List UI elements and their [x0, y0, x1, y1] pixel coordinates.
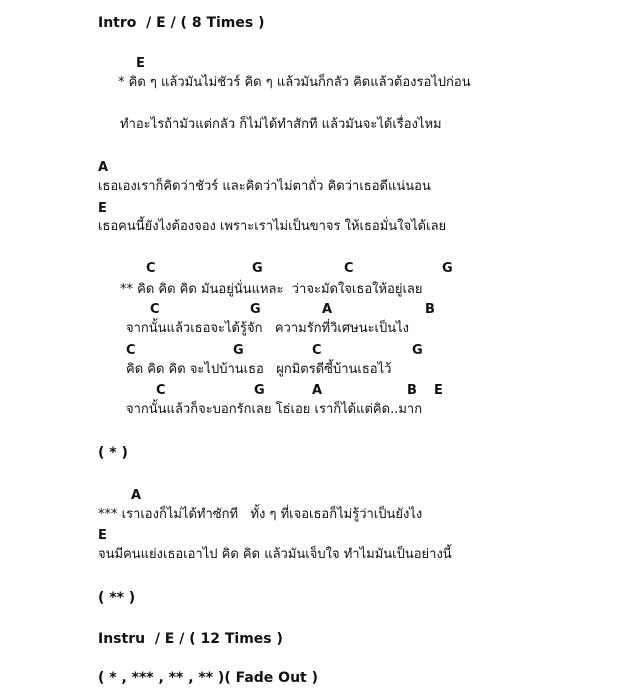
bridge-lyric-2: จนมีคนแย่งเธอเอาไป คิด คิด แล้วมันเจ็บใจ ทำไมมันเป็นอย่างนี้: [98, 547, 452, 562]
chord-e: E: [136, 56, 145, 71]
chord-e: E: [98, 201, 107, 216]
chord-c: C: [150, 302, 160, 317]
chord-a: A: [322, 302, 333, 317]
chord-g: G: [412, 343, 423, 358]
verse-2-lyric-1: เธอเองเราก็คิดว่าชัวร์ และคิดว่าไม่ตาถั่ว คิดว่าเธอดีแน่นอน: [98, 179, 431, 194]
chorus-lyric-1: ** คิด คิด คิด มันอยู่นั่นแหละ ว่าจะมัดใจเธอให้อยู่เลย: [120, 282, 423, 297]
intro-line: Intro / E / ( 8 Times ): [98, 15, 265, 31]
chord-g: G: [233, 343, 244, 358]
chord-a: A: [98, 160, 109, 175]
chord-g: G: [442, 261, 453, 276]
bridge-lyric-1: *** เราเองก็ไม่ได้ทำซักที ทั้ง ๆ ที่เจอเธอก็ไม่รู้ว่าเป็นยังไง: [98, 507, 423, 522]
outro-line: ( * , *** , ** , ** )( Fade Out ): [98, 670, 319, 686]
chorus-lyric-2: จากนั้นแล้วเธอจะได้รู้จัก ความรักที่วิเศษนะเป็นไง: [126, 321, 410, 336]
chord-a: A: [131, 488, 142, 503]
chord-b: B: [425, 302, 435, 317]
chord-g: G: [250, 302, 261, 317]
chord-c: C: [344, 261, 354, 276]
chord-c: C: [126, 343, 136, 358]
chord-e: E: [434, 383, 443, 398]
verse-2-lyric-2: เธอคนนี้ยังไงต้องจอง เพราะเราไม่เป็นขาจร ให้เธอมั่นใจได้เลย: [98, 219, 447, 234]
verse-1-lyric-2: ทำอะไรถ้ามัวแต่กลัว ก็ไม่ได้ทำสักที แล้วมันจะได้เรื่องไหม: [120, 117, 442, 132]
instru-line: Instru / E / ( 12 Times ): [98, 631, 283, 647]
repeat-verse-marker: ( * ): [98, 445, 128, 461]
chord-e: E: [98, 528, 107, 543]
repeat-chorus-marker: ( ** ): [98, 590, 136, 606]
chord-g: G: [252, 261, 263, 276]
verse-1-lyric-1: * คิด ๆ แล้วมันไม่ชัวร์ คิด ๆ แล้วมันก็กลัว คิดแล้วต้องรอไปก่อน: [118, 75, 471, 90]
chorus-lyric-3: คิด คิด คิด จะไปบ้านเธอ ผูกมิตรดีซี้บ้านเธอไว้: [126, 362, 392, 377]
chord-c: C: [312, 343, 322, 358]
chorus-lyric-4: จากนั้นแล้วก็จะบอกรักเลย โธ่เอย เราก็ได้แต่คิด..มาก: [126, 402, 423, 417]
chord-g: G: [254, 383, 265, 398]
chord-c: C: [146, 261, 156, 276]
chord-b: B: [407, 383, 417, 398]
chord-c: C: [156, 383, 166, 398]
chord-a: A: [312, 383, 323, 398]
